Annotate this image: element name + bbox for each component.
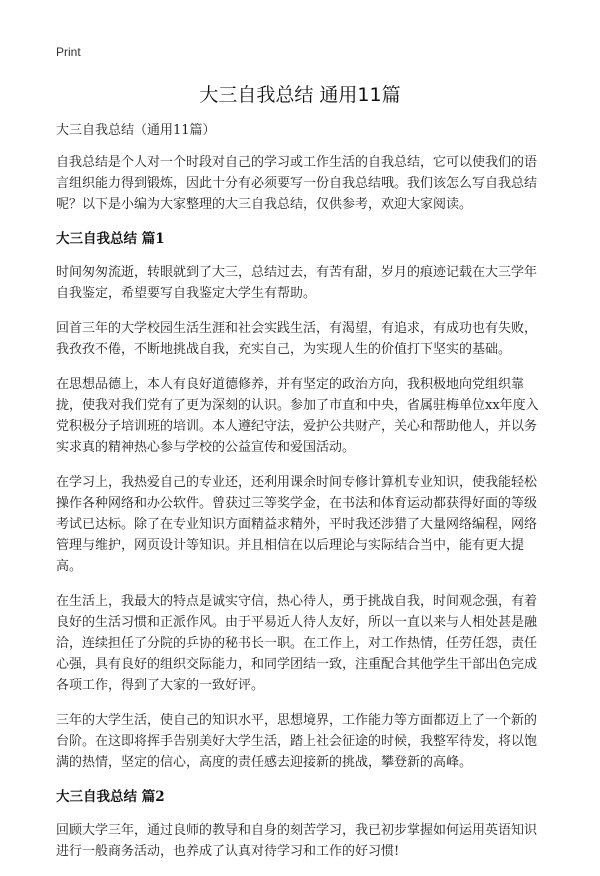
paragraph: 在学习上，我热爱自己的专业还，还利用课余时间专修计算机专业知识，使我能轻松操作各种网络和办公软件。曾获过三等奖学金，在书法和体育运动都获得好面的等级考试已达标。除了在专业知识方面精益求精外，平时我还涉猎了大量网络编程，网络管理与维护，网页设计等知识。并且相信在以后理论与实际结合当中，能有更大提高。 — [56, 475, 538, 574]
page-title: 大三自我总结 通用11篇 — [199, 84, 401, 106]
article-body — [56, 120, 548, 876]
paragraph: 回顾大学三年，通过良师的教导和自身的刻苦学习，我已初步掌握如何运用英语知识进行一般商务活动，也养成了认真对待学习和工作的好习惯! — [56, 823, 538, 859]
section-heading: 大三自我总结 篇1 — [56, 231, 165, 247]
paragraph: 在生活上，我最大的特点是诚实守信，热心待人，勇于挑战自我，时间观念强，有着良好的生活习惯和正派作风。由于平易近人待人友好，所以一直以来与人相处甚是融洽，连续担任了分院的乒协的秘书长一职。在工作上，对工作热情，任劳任怨，责任心强，具有良好的组织交际能力，和同学团结一致，注重配合其他学生干部出色完成各项工作，得到了大家的一致好评。 — [56, 594, 538, 693]
paragraph: 三年的大学生活，使自己的知识水平，思想境界，工作能力等方面都迈上了一个新的台阶。在这即将挥手告别美好大学生活，踏上社会征途的时候，我整军待发，将以饱满的热情，坚定的信心，高度的责任感去迎接新的挑战，攀登新的高峰。 — [56, 713, 538, 770]
print-link[interactable]: Print — [56, 45, 81, 59]
section-heading: 大三自我总结 篇2 — [56, 789, 165, 805]
paragraph: 回首三年的大学校园生活生涯和社会实践生活，有渴望，有追求，有成功也有失败，我孜孜不倦，不断地挑战自我，充实自己，为实现人生的价值打下坚实的基础。 — [56, 321, 538, 357]
paragraph: 时间匆匆流逝，转眼就到了大三，总结过去，有苦有甜，岁月的痕迹记载在大三学年自我鉴定，希望要写自我鉴定大学生有帮助。 — [56, 265, 538, 301]
article-subtitle: 大三自我总结（通用11篇） — [56, 123, 216, 138]
paragraph: 在思想品德上，本人有良好道德修养，并有坚定的政治方向，我积极地向党组织靠拢，使我对我们党有了更为深刻的认识。参加了市直和中央，省属驻梅单位xx年度入党积极分子培训班的培训。本人遵纪守法，爱护公共财产，关心和帮助他人，并以务实求真的精神热心参与学校的公益宣传和爱国活动。 — [56, 377, 539, 455]
intro-paragraph: 自我总结是个人对一个时段对自己的学习或工作生活的自我总结，它可以使我们的语言组织能力得到锻炼，因此十分有必须要写一份自我总结哦。我们该怎么写自我总结呢？以下是小编为大家整理的大三自我总结，仅供参考，欢迎大家阅读。 — [56, 155, 538, 212]
